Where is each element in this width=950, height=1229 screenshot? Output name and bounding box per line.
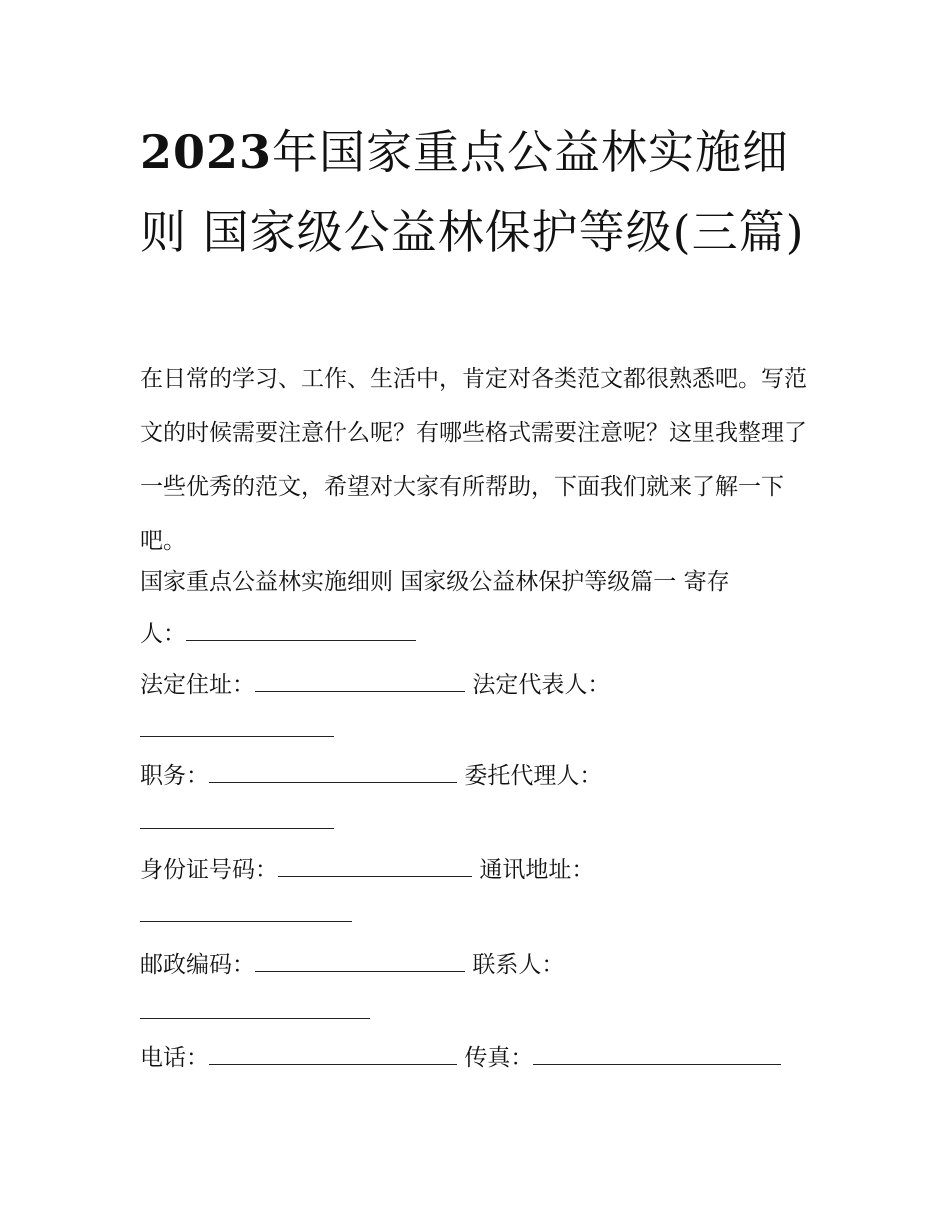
postal-code-line	[140, 945, 564, 985]
mail-address-label: 通讯地址：	[479, 857, 595, 883]
section-heading-line	[140, 562, 730, 602]
contact-label: 联系人：	[472, 952, 565, 978]
agent-blank	[140, 806, 334, 829]
phone-blank	[209, 1042, 457, 1065]
position-label: 职务：	[140, 763, 209, 789]
fax-label: 传真：	[464, 1045, 534, 1071]
title-text: 年国家重点公益林实施细则 国家级公益林保护等级(三篇)	[140, 125, 805, 259]
mail-address-blank-line	[140, 895, 352, 935]
id-number-blank	[278, 854, 472, 877]
depositor-blank	[186, 618, 416, 641]
depositor-label: 人：	[140, 621, 186, 647]
position-line	[140, 756, 602, 796]
mail-address-blank	[140, 899, 352, 922]
agent-blank-line	[140, 802, 334, 842]
legal-address-blank	[255, 669, 465, 692]
contact-blank-line	[140, 992, 370, 1032]
id-number-line	[140, 850, 594, 890]
id-number-label: 身份证号码：	[140, 857, 278, 883]
agent-label: 委托代理人：	[464, 763, 603, 789]
position-blank	[209, 760, 457, 783]
postal-code-label: 邮政编码：	[140, 952, 255, 978]
page-title	[140, 112, 820, 272]
phone-label: 电话：	[140, 1045, 209, 1071]
legal-address-label: 法定住址：	[140, 672, 255, 698]
depositor-line	[140, 614, 416, 654]
section-heading: 国家重点公益林实施细则 国家级公益林保护等级篇一 寄存	[140, 569, 730, 595]
legal-rep-blank-line	[140, 710, 334, 750]
legal-address-line	[140, 665, 610, 705]
legal-rep-blank	[140, 714, 334, 737]
phone-fax-line	[140, 1038, 781, 1078]
contact-blank	[140, 996, 370, 1019]
postal-code-blank	[255, 949, 465, 972]
fax-blank	[533, 1042, 781, 1065]
legal-rep-label: 法定代表人：	[472, 672, 611, 698]
title-year: 2023	[140, 125, 273, 179]
intro-paragraph: 在日常的学习、工作、生活中，肯定对各类范文都很熟悉吧。写范文的时候需要注意什么呢？有哪些格式需要注意呢？这里我整理了一些优秀的范文，希望对大家有所帮助，下面我们就来了解一下吧。	[140, 366, 807, 554]
